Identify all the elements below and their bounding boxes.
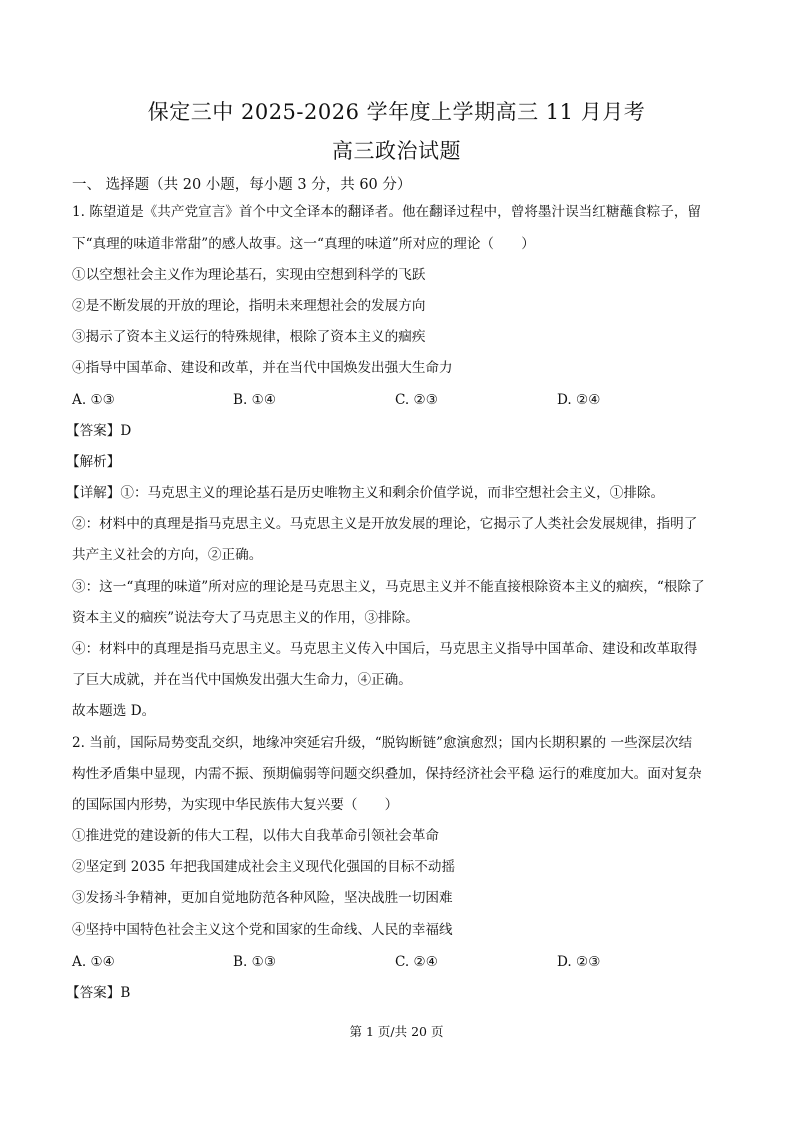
q1-detail-line-4: ③：这一“真理的味道”所对应的理论是马克思主义，马克思主义并不能直接根除资本主义的痼疾，“根除了 bbox=[72, 579, 705, 595]
q1-option-a: A. ①③ bbox=[72, 392, 115, 408]
q1-option-d: D. ②④ bbox=[557, 392, 601, 408]
q1-option-c: C. ②③ bbox=[395, 392, 438, 408]
q1-analysis-label: 【解析】 bbox=[66, 454, 121, 470]
exam-subtitle: 高三政治试题 bbox=[332, 139, 461, 163]
q2-stem-line-3: 的国际国内形势，为实现中华民族伟大复兴要（ ） bbox=[72, 797, 399, 813]
q2-answer: 【答案】B bbox=[66, 985, 131, 1001]
q2-option-a: A. ①④ bbox=[72, 954, 115, 970]
q1-detail-line-7: 了巨大成就，并在当代中国焕发出强大生命力，④正确。 bbox=[72, 672, 412, 688]
q2-stem-line-2: 构性矛盾集中显现，内需不振、预期偏弱等问题交织叠加，保持经济社会平稳 运行的难度加大。面对复杂 bbox=[72, 766, 702, 782]
q1-detail-line-3: 共产主义社会的方向，②正确。 bbox=[72, 547, 263, 563]
q1-answer: 【答案】D bbox=[66, 423, 132, 439]
q1-item-4: ④指导中国革命、建设和改革，并在当代中国焕发出强大生命力 bbox=[72, 360, 453, 376]
q1-stem-line-2: 下“真理的味道非常甜”的感人故事。这一“真理的味道”所对应的理论（ ） bbox=[72, 236, 535, 252]
q2-item-4: ④坚持中国特色社会主义这个党和国家的生命线、人民的幸福线 bbox=[72, 922, 453, 938]
q2-option-b: B. ①③ bbox=[233, 954, 277, 970]
q2-option-c: C. ②④ bbox=[395, 954, 438, 970]
exam-title: 保定三中 2025-2026 学年度上学期高三 11 月月考 bbox=[147, 100, 646, 124]
q1-detail-line-1: 【详解】①：马克思主义的理论基石是历史唯物主义和剩余价值学说，而非空想社会主义，①排除。 bbox=[66, 485, 665, 501]
q1-item-3: ③揭示了资本主义运行的特殊规律，根除了资本主义的痼疾 bbox=[72, 329, 426, 345]
q1-detail-line-2: ②：材料中的真理是指马克思主义。马克思主义是开放发展的理论，它揭示了人类社会发展规律，指明了 bbox=[72, 516, 698, 532]
q1-item-2: ②是不断发展的开放的理论，指明未来理想社会的发展方向 bbox=[72, 298, 426, 314]
q2-stem-line-1: 2. 当前，国际局势变乱交织，地缘冲突延宕升级，“脱钩断链”愈演愈烈；国内长期积累的 一些深层次结 bbox=[72, 735, 693, 751]
q2-option-d: D. ②③ bbox=[557, 954, 601, 970]
q1-stem-line-1: 1. 陈望道是《共产党宣言》首个中文全译本的翻译者。他在翻译过程中，曾将墨汁误当红糖蘸食粽子，留 bbox=[72, 204, 702, 220]
q2-item-2: ②坚定到 2035 年把我国建成社会主义现代化强国的目标不动摇 bbox=[72, 859, 456, 875]
q1-detail-line-8: 故本题选 D。 bbox=[72, 703, 156, 719]
q1-item-1: ①以空想社会主义作为理论基石，实现由空想到科学的飞跃 bbox=[72, 267, 426, 283]
q2-item-3: ③发扬斗争精神，更加自觉地防范各种风险，坚决战胜一切困难 bbox=[72, 890, 453, 906]
q1-detail-line-6: ④：材料中的真理是指马克思主义。马克思主义传入中国后，马克思主义指导中国革命、建设和改革取得 bbox=[72, 641, 698, 657]
page-footer: 第 1 页/共 20 页 bbox=[349, 1024, 444, 1039]
q1-detail-line-5: 资本主义的痼疾”说法夸大了马克思主义的作用，③排除。 bbox=[72, 610, 419, 626]
section-heading: 一、 选择题（共 20 小题，每小题 3 分，共 60 分） bbox=[72, 177, 412, 193]
q2-item-1: ①推进党的建设新的伟大工程，以伟大自我革命引领社会革命 bbox=[72, 828, 440, 844]
q1-option-b: B. ①④ bbox=[233, 392, 277, 408]
